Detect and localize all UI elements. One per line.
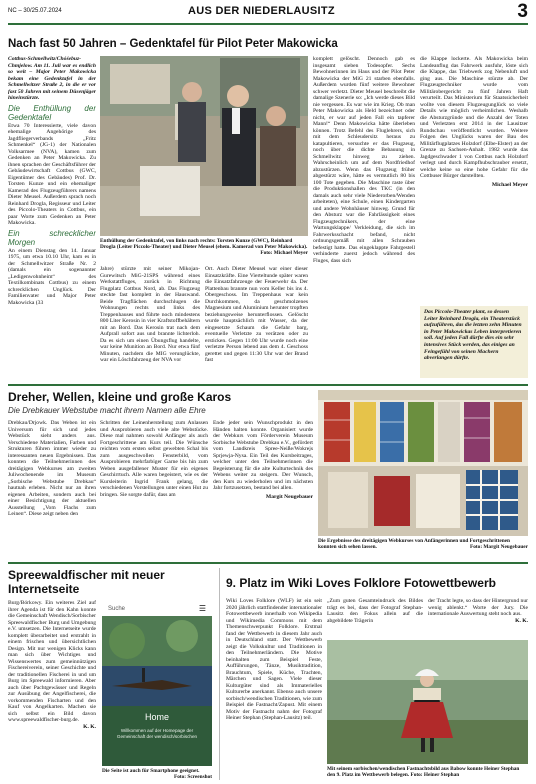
article2-author: Margit Neugebauer xyxy=(265,493,313,500)
article3-caption-text: Die Seite ist auch für Smartphone geeignet. xyxy=(102,768,200,774)
fastnacht-photo-image xyxy=(327,640,528,764)
phone-text: Willkommen auf der Homepage der Gemeinschaft der wendisch/sorbischen xyxy=(116,728,198,739)
article1-col5-text: die Klappe lockerte. Als Makowicka beim Landeanflug das Fahrwerk ausfuhr, löste sich die Klappe, das Triebwerk zog Nebenluft und ging aus. Die Maschine stürzte ab. Der Flugzeugtechniker wurde vom Militärobergericht zu fünf Jahren Haft verurteilt. Das Ministerium für Staatssicherheit wollte von diesem Flugzeugunglück so viele Details wie möglich verheimlichen. Weshalb die Absturzgründe und die Anzahl der Toten und Verletzten erst 2014 in der Lausitzer Rundschau veröffentlicht wurden. Weitere Folgen des Unglücks waren der Bau des Militärflugplatzes Holzdorf (Elbe-Elster) an der Grenze zu Sachsen-Anhalt. 1982 wurde das Jagdgeschwader 1 von Cottbus nach Holzdorf verlegt und durch Kampfhubschrauber ersetzt, welche keine so eine hohe Gefahr für die Cottbuser Bürger darstellten. xyxy=(420,56,528,179)
article2-col3 xyxy=(213,420,313,554)
article3-caption-credit: Foto: Screenshot xyxy=(173,774,212,781)
article4-col3 xyxy=(428,598,528,638)
article4-col3-text: der Tracht legte, so dass der Hintergrund nur wenig ablenkt.“ Worte der Jury. Die internationale Auswertung steht noch aus. xyxy=(428,598,528,617)
article1-author: Michael Meyer xyxy=(491,181,528,188)
article3-body xyxy=(8,600,96,780)
page-header xyxy=(8,1,528,24)
header-rule xyxy=(8,23,528,25)
section-rule-1 xyxy=(8,384,528,386)
phone-hero-image xyxy=(102,616,212,706)
article1-col1-text-a: Etwa 70 Interessierte, viele davon ehemalige Angehörige des Jagdfliegerverbands „Fritz Schmenkel“ (JG-1) der Nationalen Volksarmee (NVA), kamen zum Gedenken an Peter Makowicka. Zu ihnen sprachen der Geschäftsführer der Gebäudewirtschaft Cottbus (GWC, Eigentümer des Gebäudes) Prof. Dr. Torsten Kunze und ein ehemaliger Kamerad des Flugzeugführers namens Dieter Meusel. Außerdem sprach noch Reinhard Drogla, Regisseur und Leiter des Piccolo-Theaters in Cottbus, ein paar Worte zum Gedenken an Peter Makowicka. xyxy=(8,122,96,226)
article1-photo xyxy=(100,56,308,236)
menu-icon: ☰ xyxy=(198,604,206,613)
article4-col1: Wiki Loves Folklore (WLF) ist ein seit 2020 jährlich stattfindender internationaler Fotowettbewerb innerhalb von Wikipedia und Wikimedia Commons mit dem Themenschwerpunkt Folklore. Erstmal fand der Wettbewerb in diesem Jahr auch in Deutschland statt. Der Wettbewerb zeigt die Volkskultur und Traditionen in den Teilnehmerländern. Die Motive beinhalten zum Beispiel Feste, Aufführungen, Tänze, Musiktradition, Brauchtum, Spiele, Küche, Trachten, Märchen und Sagen. Viele dieser Kulturgüter sind als Immaterielles Kulturerbe anerkannt. Ebenso auch unsere sorbisch/wendischen Traditionen, wie zum Beispiel die Fastnacht/Zapust. Mit einem Motiv der Fastnacht nahm der Fotograf Heiner Stephan (Stephan-Lausitz) teil. xyxy=(226,598,322,721)
phone-topbar xyxy=(102,602,212,616)
article4-headline: 9. Platz im Wiki Loves Folklore Fotowettbewerb xyxy=(226,576,496,590)
article2-col3-text: Ende jeder sein Wunschprodukt in den Händen halten konnte. Organisiert wurde der Webkurs vom Förderverein Museum Sorbische Webstube Drebkau e.V., gefördert vom Landkreis Spree-Neiße/Wokrejs Sprjewja-Nysa. Ein Teil des Kursbeitrages, welcher unter den Teilnehmerinnen die Begeisterung für die alte Kulturtechnik des Webens weiter zu steigern. Der Wunsch, den Kurs zu wiederholen und im nächsten Jahr fortzusetzen, bestand bei allen. xyxy=(213,420,313,491)
article1-col1-text-b: An einem Dienstag den 14. Januar 1975, um etwa 10.10 Uhr, kam es in der Schmellwitzer Straße Nr. 2 (damals ein sogenannter „Ledigenwohnheim“ des Textilkombinats Cottbus) zu einem schrecklichen Unglück. Der Familienvater und Major Peter Makowicka (33 xyxy=(8,247,96,306)
article2-subtitle: Die Drebkauer Webstube macht ihrem Namen alle Ehre xyxy=(8,406,206,415)
article1-col3: Ort. Auch Dieter Meusel war einer dieser Einsatzkräfte. Eine Vierteltunde später waren die Einsatzfahrzeuge der Feuerwehr da. Der Plattenbau brannte nun vom Keller bis ins 4. Obergeschoss. Im Treppenhaus war kein Durchkommen, da geschmolzenes Magnesium und Aluminium herunter tropften beziehungsweise herunterflossen. Gelöscht wurde hauptsächlich mit Wasser, da der eingesetzte Schaum die Gefahr barg, eventuelle Verletzte zu verätzen oder zu ersticken. Gegen 11:00 Uhr wurde noch eine verletzte Person lebend aus dem 4. Geschoss gerettet und gegen 11:30 Uhr war der Brand fast xyxy=(205,266,308,363)
article1-subhead-2: Ein schrecklicher Morgen xyxy=(8,228,96,247)
article1-col5 xyxy=(420,56,528,302)
article3-author: K. K. xyxy=(83,723,96,730)
article2-col2: Schritten der Leinenherstellung zum Anlassen und Ausprobieren auch viele alte Webstücke. Diese mal nahmen sowohl Anfänger als auch Fortgeschrittene am Kurs teil. Die Wünsche reichten vom ersten selbst gewebten Schal bis zum ausgeschwollen Fensterbild, vom Ausprobieren mehrfarbiger Garne bis hin zum Weben ausgefallener Muster für ein eigenes Geschirrtuch. Alle waren begeistert, wie es der Kursleiterin Ingrid Frank gelang, die verschiedenen Vorstellungen unter einen Hut zu bringen. Sie sorgte dafür, dass am xyxy=(100,420,208,498)
article4-photo xyxy=(327,640,528,764)
article1-headline: Nach fast 50 Jahren – Gedenktafel für Pilot Peter Makowicka xyxy=(8,38,338,50)
section-title: AUS DER NIEDERLAUSITZ xyxy=(188,5,335,17)
memorial-photo-image xyxy=(100,56,308,236)
article2-col1: Drebkau/Drjowk. Das Weben ist ein Universum für sich und jedes Webstück sieht anders aus. Verschiedene Materialien, Farben und Strukturen führen immer wieder zu interessanten neuen Ergebnissen. Das konnten die Teilnehmerinnen des dreitägigen Webkurses am zweiten Juliwochenende im Museum „Sorbische Webstube Drebkau“ hautnah erleben. Nicht nur an ihren eigenen Arbeiten, sondern auch bei einer Besichtigung der aktuellen Ausstellung „Vom Flachs zum Leinen“. Diese zeigt neben den xyxy=(8,420,96,517)
article4-col2: „Zum guten Gesamteindruck des Bildes trägt es bei, dass der Fotograf Stephan-Lausitz den Fokus allein auf die abgebildete Trägerin xyxy=(327,598,423,624)
phone-title: Home xyxy=(144,712,169,722)
section-rule-2 xyxy=(8,562,528,564)
article1-caption-text: Enthüllung der Gedenktafel, von links nach rechts: Torsten Kunze (GWC), Reinhard Drogla (Leiter Piccolo-Theater) und Dieter Meusel (ehem. Kamerad von Peter Makowicka). xyxy=(100,238,308,251)
article2-caption-credit: Foto: Margit Neugebauer xyxy=(470,544,528,551)
weaving-photo-image xyxy=(318,390,528,536)
article2-photo xyxy=(318,390,528,536)
article1-caption-credit: Foto: Michael Meyer xyxy=(260,250,308,257)
article3-caption xyxy=(102,768,212,782)
article3-headline: Spreewaldfischer mit neuer Internetseite xyxy=(8,568,165,596)
column-divider xyxy=(219,568,220,780)
article1-lead: Cottbus-Schmellwitz/Chóśebuz-Chmjelow. Am 11. Juli war es endlich so weit – Major Peter Makowicka bekam eine Gedenktafel in der Schmellwitzer Straße 2, in die er vor fast 50 Jahren mit seinem Düsenjäger hineinstürzte. xyxy=(8,56,96,101)
article2-caption xyxy=(318,538,528,554)
article4-caption-credit: Foto: Heiner Stephan xyxy=(410,772,460,779)
article1-infobox: Das Piccolo-Theater plant, so dessen Leiter Reinhard Drogla, ein Theaterstück aufzuführen, das die letzten zehn Minuten in Peter Makowickas Leben interpretieren soll. Auf jeden Fall dürfte dies ein sehr intensives Stück werden, das einiges an Feingefühl von seinen Machern abverlangen dürfte. xyxy=(420,306,528,378)
article1-col2: Jahre) stürzte mit seiner Mikojan-Gurewitsch MiG-21SPS während eines Werkstattfluges, zurück in Richtung Flugplatz Cottbus Nord, ab. Das Flugzeug steckte fast komplett in der Hauswand. Beide Tragflächen durchschlugen die Wohnungen rechts und links des Treppenhauses und führte noch mindestens 800 Liter Kerosin in vier Kraftstoffbehältern mit an Bord. Das Kerosin trat nach dem Aufprall sofort aus und brannte lichterloh. Da es sich um einen Übungsflug handelte, war keine Munition an Bord. Nur etwa fünf Minuten, nachdem die MIG verunglückte, war ein Löschfahrzeug der NVA vor xyxy=(100,266,200,363)
article1-col1 xyxy=(8,56,96,378)
article4-author: K. K. xyxy=(515,617,528,624)
article1-col4: komplett gelöscht. Dennoch gab es insgesamt sieben Todesopfer. Sechs Bewohnerinnen im Haus und der Pilot Peter Makowicka der MiG 21 starben ebenfalls. Außerdem wurden fünf weitere Bewohner schwer verletzt. Dieter Meusel beschreibt die damalige Szenerie so: „Ich werde dieses Bild nie vergessen. Es war wie im Krieg. Ob man Peter Makowicka als Held bezeichnet oder nicht, er war auf jeden Fall ein tapferer Mann!“ Denn Makowicka hätte überleben können. Trotz Befehl des Fluglehrers, sich mit dem Schleudersitz heraus zu katapultieren, versuchte er das Flugzeug, noch über die dichte Bebauung in Schmellwitz hinweg zu ziehen. Wahrscheinlich um auf dem Nordfriedhof abzustürzen. Wenn das Flugzeug früher abgestürzt wäre, hätte es vermutlich 80 bis 100 Tote gegeben. Die Maschine raste über die Produktionshallen des TKC (in den damals auch sehr viele Niederorben/Wenden arbeiteten), eine Schule, einen Kindergarten und andere Wohnhäuser hinweg. Grund für den Absturz war die Fahrlässigkeit eines Flugzeugtechnikers, der eine Wartungsklappe/ Verkleidung, die sich im Fahrwerksschacht befand, nicht ordnungsgemäß mit allen Schrauben befestigt hatte. Das eingeklappte Fahrgestell verhinderte zuerst jedoch während des Fluges, dass sich xyxy=(313,56,415,264)
article3-phone-screenshot xyxy=(102,602,212,766)
article4-caption xyxy=(327,766,528,782)
page-number: 3 xyxy=(517,1,528,22)
article3-body-text: Burg/Bórkowy. Ein weiteres Ziel auf ihrer Agenda ist für den Kahn konnte die Gemeinschaft Wendisch/Sorbischer Spreewaldfischer Burg und Umgebung e.V. umsetzen. Die Internetseite wurde komplett überarbeitet und erstrahlt in einem frischen und übersichtlichen Design. Mit nur wenigen Klicks kann man sich über Wichtiges und Wissenswertes zum gemeinnützigen Fischereiverein, seiner Geschichte und der traditionellen Fischerei in und um Burg im Spreewald informieren. Aber auch über Pachtgewässer und Regeln zur Ausübung der Angelfischerei, die vorkommenden Fischarten und den Kauf von Angelkarten. Machen sie sich selbst ein Bild davon www.spreewaldfischer-burg.de. xyxy=(8,600,96,723)
article2-headline: Dreher, Wellen, kleine und große Karos xyxy=(8,390,232,404)
phone-search-label: Suche xyxy=(108,606,126,612)
article1-subhead-1: Die Enthüllung der Gedenktafel xyxy=(8,103,96,122)
article1-caption xyxy=(100,238,308,264)
issue-label: NC – 30/25.07.2024 xyxy=(8,8,62,14)
article4-caption-text: Mit seinem sorbischen/wendischen Fastnachtsbild aus Babow konnte Heiner Stephan den 9. Platz im Wettbewerb belegen. xyxy=(327,766,520,779)
article2-caption-text: Die Ergebnisse des dreitägigen Webkurses von Anfängerinnen und Fortgeschrittenen konnten sich sehen lassen. xyxy=(318,538,510,551)
